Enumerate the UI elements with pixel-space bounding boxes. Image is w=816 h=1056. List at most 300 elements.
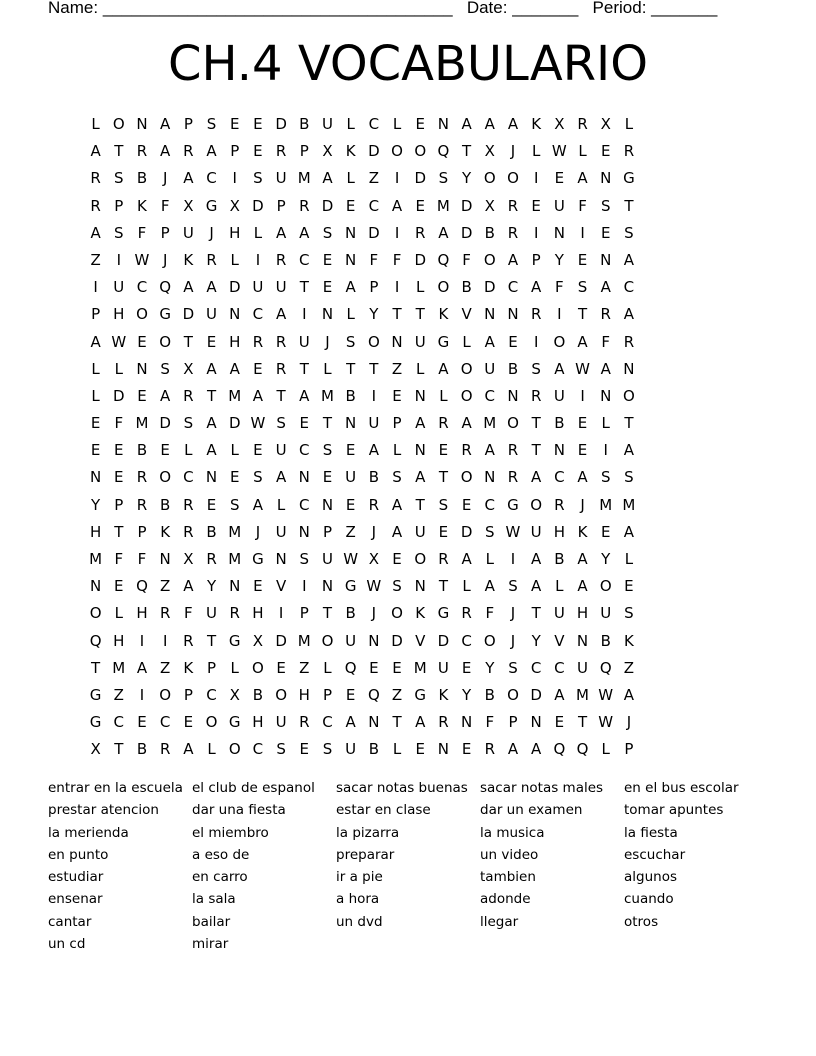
grid-letter[interactable]: U <box>345 740 357 759</box>
grid-letter[interactable]: K <box>577 522 588 541</box>
grid-letter[interactable]: I <box>394 278 400 297</box>
grid-letter[interactable]: F <box>114 550 124 568</box>
grid-letter[interactable]: N <box>345 223 357 242</box>
grid-letter[interactable]: N <box>368 713 380 732</box>
grid-letter[interactable]: B <box>368 740 379 759</box>
grid-letter[interactable]: B <box>554 414 565 433</box>
grid-letter[interactable]: E <box>322 250 333 269</box>
grid-letter[interactable]: N <box>437 740 450 759</box>
grid-letter[interactable]: A <box>275 223 287 242</box>
grid-letter[interactable]: S <box>438 495 449 514</box>
grid-letter[interactable]: D <box>484 278 496 297</box>
grid-letter[interactable]: F <box>114 414 124 433</box>
grid-letter[interactable]: U <box>182 223 194 242</box>
grid-letter[interactable]: C <box>113 713 125 732</box>
grid-letter[interactable]: P <box>322 685 332 704</box>
grid-letter[interactable]: O <box>321 631 334 650</box>
grid-letter[interactable]: W <box>551 142 567 161</box>
grid-letter[interactable]: T <box>114 522 124 541</box>
grid-letter[interactable]: Y <box>462 169 472 188</box>
grid-letter[interactable]: E <box>438 441 449 460</box>
grid-letter[interactable]: P <box>207 658 217 677</box>
grid-letter[interactable]: R <box>136 142 148 161</box>
grid-letter[interactable]: U <box>437 658 449 677</box>
grid-letter[interactable]: T <box>462 142 472 161</box>
grid-letter[interactable]: Q <box>437 142 450 161</box>
grid-letter[interactable]: U <box>275 441 287 460</box>
grid-letter[interactable]: I <box>510 550 516 568</box>
grid-letter[interactable]: N <box>576 631 589 650</box>
grid-letter[interactable]: A <box>484 332 495 351</box>
grid-letter[interactable]: R <box>252 332 264 351</box>
grid-letter[interactable]: O <box>483 631 496 650</box>
grid-letter[interactable]: R <box>159 740 171 759</box>
grid-letter[interactable]: E <box>253 142 263 161</box>
grid-letter[interactable]: R <box>275 359 287 378</box>
grid-letter[interactable]: A <box>415 468 426 487</box>
grid-letter[interactable]: E <box>369 658 379 677</box>
grid-letter[interactable]: D <box>182 305 195 324</box>
grid-letter[interactable]: A <box>391 196 403 215</box>
grid-letter[interactable]: E <box>577 250 588 269</box>
grid-letter[interactable]: F <box>137 550 147 568</box>
grid-letter[interactable]: V <box>415 631 426 650</box>
grid-letter[interactable]: D <box>437 631 450 650</box>
grid-letter[interactable]: P <box>230 142 240 161</box>
grid-letter[interactable]: A <box>229 359 240 378</box>
grid-letter[interactable]: T <box>322 604 333 623</box>
grid-letter[interactable]: S <box>160 359 170 378</box>
grid-letter[interactable]: R <box>554 495 565 514</box>
grid-letter[interactable]: O <box>159 332 172 351</box>
grid-letter[interactable]: H <box>113 305 125 324</box>
grid-letter[interactable]: N <box>484 305 496 324</box>
grid-letter[interactable]: T <box>299 278 309 297</box>
grid-letter[interactable]: D <box>530 685 542 704</box>
grid-letter[interactable]: M <box>576 685 589 704</box>
grid-letter[interactable]: S <box>392 468 402 487</box>
grid-letter[interactable]: E <box>137 713 147 732</box>
grid-letter[interactable]: I <box>278 604 284 623</box>
grid-letter[interactable]: L <box>392 740 402 759</box>
grid-letter[interactable]: X <box>183 550 194 568</box>
grid-letter[interactable]: U <box>298 332 310 351</box>
grid-letter[interactable]: I <box>302 577 307 596</box>
grid-letter[interactable]: N <box>89 468 102 487</box>
grid-letter[interactable]: Q <box>159 278 172 297</box>
grid-letter[interactable]: E <box>415 740 425 759</box>
grid-letter[interactable]: N <box>136 359 148 378</box>
grid-letter[interactable]: B <box>554 550 565 568</box>
grid-letter[interactable]: B <box>252 685 264 704</box>
grid-letter[interactable]: T <box>624 414 634 433</box>
grid-letter[interactable]: W <box>366 577 382 596</box>
grid-letter[interactable]: F <box>392 250 402 269</box>
grid-letter[interactable]: A <box>600 278 611 297</box>
grid-letter[interactable]: R <box>507 441 519 460</box>
grid-letter[interactable]: R <box>159 604 171 623</box>
grid-letter[interactable]: L <box>323 658 332 677</box>
grid-letter[interactable]: Y <box>554 250 564 269</box>
grid-letter[interactable]: D <box>460 223 473 242</box>
grid-letter[interactable]: T <box>438 468 448 487</box>
grid-letter[interactable]: A <box>391 522 403 541</box>
grid-letter[interactable]: A <box>160 386 171 405</box>
grid-letter[interactable]: P <box>114 196 124 215</box>
grid-letter[interactable]: O <box>414 550 427 568</box>
grid-letter[interactable]: B <box>136 169 148 188</box>
grid-letter[interactable]: J <box>580 495 585 514</box>
grid-letter[interactable]: J <box>162 169 168 188</box>
grid-letter[interactable]: N <box>507 305 519 324</box>
grid-letter[interactable]: F <box>137 223 147 242</box>
grid-letter[interactable]: C <box>554 658 565 677</box>
grid-letter[interactable]: R <box>415 223 426 242</box>
grid-letter[interactable]: L <box>230 658 239 677</box>
grid-letter[interactable]: I <box>93 278 98 297</box>
grid-letter[interactable]: A <box>206 142 217 161</box>
grid-letter[interactable]: A <box>206 359 217 378</box>
grid-letter[interactable]: K <box>438 305 449 324</box>
grid-letter[interactable]: W <box>343 550 359 568</box>
grid-letter[interactable]: E <box>253 359 263 378</box>
grid-letter[interactable]: E <box>438 522 449 541</box>
grid-letter[interactable]: B <box>160 495 171 514</box>
grid-letter[interactable]: R <box>461 604 472 623</box>
grid-letter[interactable]: L <box>91 359 100 378</box>
date-blank[interactable]: _______ <box>512 0 579 17</box>
grid-letter[interactable]: C <box>206 685 217 704</box>
grid-letter[interactable]: E <box>415 196 425 215</box>
grid-letter[interactable]: S <box>253 169 263 188</box>
grid-letter[interactable]: E <box>461 495 472 514</box>
grid-letter[interactable]: S <box>577 278 588 297</box>
grid-letter[interactable]: G <box>228 713 241 732</box>
grid-letter[interactable]: Q <box>553 740 566 759</box>
grid-letter[interactable]: Z <box>368 169 379 188</box>
grid-letter[interactable]: A <box>206 441 217 460</box>
grid-letter[interactable]: I <box>603 441 608 460</box>
grid-letter[interactable]: Z <box>623 658 635 677</box>
grid-letter[interactable]: U <box>275 278 287 297</box>
grid-letter[interactable]: O <box>275 685 287 704</box>
grid-letter[interactable]: O <box>437 278 450 297</box>
grid-letter[interactable]: L <box>346 115 355 133</box>
grid-letter[interactable]: L <box>439 386 448 405</box>
grid-letter[interactable]: R <box>229 604 240 623</box>
grid-letter[interactable]: W <box>598 713 614 732</box>
grid-letter[interactable]: I <box>162 631 168 650</box>
grid-letter[interactable]: R <box>438 713 449 732</box>
grid-letter[interactable]: A <box>206 278 217 297</box>
grid-letter[interactable]: R <box>507 223 519 242</box>
grid-letter[interactable]: A <box>623 250 635 269</box>
grid-letter[interactable]: N <box>391 332 403 351</box>
grid-letter[interactable]: I <box>557 305 562 324</box>
grid-letter[interactable]: A <box>531 550 542 568</box>
grid-letter[interactable]: I <box>394 223 400 242</box>
grid-letter[interactable]: L <box>114 604 123 623</box>
grid-letter[interactable]: H <box>553 522 565 541</box>
grid-letter[interactable]: E <box>276 658 286 677</box>
grid-letter[interactable]: P <box>369 278 379 297</box>
grid-letter[interactable]: S <box>508 577 518 596</box>
grid-letter[interactable]: M <box>483 414 497 433</box>
grid-letter[interactable]: A <box>90 223 101 242</box>
grid-letter[interactable]: S <box>322 223 333 242</box>
grid-letter[interactable]: M <box>622 495 636 514</box>
grid-letter[interactable]: E <box>299 740 310 759</box>
grid-letter[interactable]: C <box>530 658 542 677</box>
grid-letter[interactable]: S <box>508 658 518 677</box>
grid-letter[interactable]: R <box>183 631 194 650</box>
grid-letter[interactable]: R <box>275 142 287 161</box>
grid-letter[interactable]: N <box>298 522 310 541</box>
grid-letter[interactable]: B <box>600 631 611 650</box>
grid-letter[interactable]: B <box>484 685 495 704</box>
grid-letter[interactable]: D <box>159 414 171 433</box>
grid-letter[interactable]: M <box>228 386 242 405</box>
grid-letter[interactable]: M <box>320 386 334 405</box>
grid-letter[interactable]: F <box>601 332 611 351</box>
grid-letter[interactable]: G <box>228 631 241 650</box>
grid-letter[interactable]: Y <box>485 658 495 677</box>
grid-letter[interactable]: N <box>321 577 334 596</box>
name-blank[interactable]: _____________________________________ <box>102 0 453 17</box>
grid-letter[interactable]: D <box>460 522 473 541</box>
grid-letter[interactable]: S <box>206 115 217 133</box>
grid-letter[interactable]: L <box>276 495 286 514</box>
grid-letter[interactable]: L <box>346 305 355 324</box>
grid-letter[interactable]: N <box>321 305 334 324</box>
grid-letter[interactable]: H <box>298 685 310 704</box>
grid-letter[interactable]: B <box>299 115 310 133</box>
grid-letter[interactable]: Q <box>437 250 450 269</box>
grid-letter[interactable]: C <box>507 278 519 297</box>
grid-letter[interactable]: A <box>183 169 194 188</box>
grid-letter[interactable]: C <box>299 250 310 269</box>
grid-letter[interactable]: T <box>531 414 541 433</box>
grid-letter[interactable]: V <box>275 577 287 596</box>
grid-letter[interactable]: L <box>624 115 634 133</box>
grid-letter[interactable]: O <box>136 305 148 324</box>
grid-letter[interactable]: O <box>507 169 519 188</box>
grid-letter[interactable]: G <box>89 685 102 704</box>
grid-letter[interactable]: R <box>275 250 287 269</box>
grid-letter[interactable]: X <box>368 550 379 568</box>
grid-letter[interactable]: N <box>553 441 565 460</box>
grid-letter[interactable]: P <box>299 604 309 623</box>
grid-letter[interactable]: L <box>624 550 634 568</box>
grid-letter[interactable]: N <box>275 550 287 568</box>
grid-letter[interactable]: N <box>89 577 102 596</box>
grid-letter[interactable]: T <box>183 332 193 351</box>
grid-letter[interactable]: M <box>436 196 450 215</box>
grid-letter[interactable]: E <box>206 495 217 514</box>
grid-letter[interactable]: U <box>553 604 565 623</box>
grid-letter[interactable]: T <box>531 604 541 623</box>
grid-letter[interactable]: E <box>392 658 402 677</box>
grid-letter[interactable]: C <box>554 468 565 487</box>
grid-letter[interactable]: J <box>371 604 377 623</box>
grid-letter[interactable]: K <box>438 685 449 704</box>
grid-letter[interactable]: B <box>484 223 495 242</box>
grid-letter[interactable]: M <box>599 495 613 514</box>
grid-letter[interactable]: A <box>484 441 495 460</box>
grid-letter[interactable]: X <box>554 115 565 133</box>
grid-letter[interactable]: R <box>90 196 101 215</box>
grid-letter[interactable]: L <box>462 332 471 351</box>
grid-letter[interactable]: B <box>136 441 148 460</box>
grid-letter[interactable]: Y <box>601 550 611 568</box>
grid-letter[interactable]: C <box>368 115 380 133</box>
grid-letter[interactable]: K <box>160 522 171 541</box>
grid-letter[interactable]: A <box>275 468 287 487</box>
grid-letter[interactable]: T <box>577 305 588 324</box>
grid-letter[interactable]: O <box>159 685 172 704</box>
grid-letter[interactable]: R <box>530 386 542 405</box>
grid-letter[interactable]: A <box>299 386 310 405</box>
grid-letter[interactable]: B <box>345 604 356 623</box>
grid-letter[interactable]: U <box>414 522 426 541</box>
grid-letter[interactable]: W <box>134 250 150 269</box>
grid-letter[interactable]: T <box>346 359 356 378</box>
grid-letter[interactable]: E <box>229 468 240 487</box>
grid-letter[interactable]: E <box>114 441 124 460</box>
grid-letter[interactable]: X <box>183 359 194 378</box>
grid-letter[interactable]: T <box>114 740 124 759</box>
grid-letter[interactable]: S <box>600 468 611 487</box>
grid-letter[interactable]: B <box>368 468 379 487</box>
grid-letter[interactable]: U <box>553 386 565 405</box>
grid-letter[interactable]: R <box>484 740 495 759</box>
grid-letter[interactable]: C <box>368 196 380 215</box>
grid-letter[interactable]: A <box>531 278 542 297</box>
grid-letter[interactable]: E <box>322 468 333 487</box>
grid-letter[interactable]: R <box>299 713 310 732</box>
grid-letter[interactable]: G <box>437 604 450 623</box>
grid-letter[interactable]: K <box>345 142 356 161</box>
grid-letter[interactable]: C <box>484 386 496 405</box>
grid-letter[interactable]: T <box>415 305 425 324</box>
grid-letter[interactable]: A <box>623 305 635 324</box>
grid-letter[interactable]: A <box>299 223 310 242</box>
grid-letter[interactable]: E <box>554 169 565 188</box>
grid-letter[interactable]: L <box>253 223 263 242</box>
grid-letter[interactable]: N <box>507 386 519 405</box>
grid-letter[interactable]: R <box>507 196 519 215</box>
grid-letter[interactable]: A <box>183 278 194 297</box>
grid-letter[interactable]: A <box>415 713 426 732</box>
grid-letter[interactable]: E <box>345 495 356 514</box>
grid-letter[interactable]: D <box>228 278 241 297</box>
grid-letter[interactable]: M <box>112 658 126 677</box>
grid-letter[interactable]: F <box>462 250 471 269</box>
grid-letter[interactable]: D <box>275 115 287 133</box>
grid-letter[interactable]: T <box>392 305 402 324</box>
grid-letter[interactable]: U <box>577 658 589 677</box>
grid-letter[interactable]: N <box>460 713 473 732</box>
grid-letter[interactable]: A <box>438 359 449 378</box>
grid-letter[interactable]: O <box>391 142 403 161</box>
grid-letter[interactable]: A <box>252 495 264 514</box>
grid-letter[interactable]: O <box>530 495 543 514</box>
grid-letter[interactable]: E <box>415 115 425 133</box>
grid-letter[interactable]: D <box>368 142 380 161</box>
grid-letter[interactable]: S <box>183 414 194 433</box>
grid-letter[interactable]: O <box>507 685 519 704</box>
grid-letter[interactable]: E <box>114 577 124 596</box>
grid-letter[interactable]: C <box>484 495 496 514</box>
grid-letter[interactable]: D <box>113 386 125 405</box>
grid-letter[interactable]: U <box>553 196 565 215</box>
grid-letter[interactable]: L <box>346 169 355 188</box>
grid-letter[interactable]: U <box>345 631 357 650</box>
grid-letter[interactable]: Z <box>160 658 171 677</box>
grid-letter[interactable]: H <box>136 604 148 623</box>
grid-letter[interactable]: S <box>299 550 310 568</box>
grid-letter[interactable]: S <box>485 522 495 541</box>
grid-letter[interactable]: N <box>600 169 612 188</box>
grid-letter[interactable]: R <box>183 386 194 405</box>
grid-letter[interactable]: C <box>136 278 148 297</box>
grid-letter[interactable]: U <box>414 332 426 351</box>
grid-letter[interactable]: A <box>554 359 565 378</box>
grid-letter[interactable]: A <box>623 685 635 704</box>
grid-letter[interactable]: T <box>392 713 402 732</box>
grid-letter[interactable]: A <box>600 359 611 378</box>
grid-letter[interactable]: L <box>91 386 100 405</box>
grid-letter[interactable]: O <box>414 142 427 161</box>
grid-letter[interactable]: R <box>136 495 148 514</box>
grid-letter[interactable]: P <box>160 223 170 242</box>
grid-letter[interactable]: E <box>392 550 402 568</box>
grid-letter[interactable]: R <box>368 495 380 514</box>
grid-letter[interactable]: H <box>252 604 264 623</box>
grid-letter[interactable]: J <box>162 250 168 269</box>
grid-letter[interactable]: N <box>414 441 426 460</box>
grid-letter[interactable]: X <box>90 740 101 759</box>
grid-letter[interactable]: A <box>391 495 403 514</box>
grid-letter[interactable]: L <box>392 115 402 133</box>
grid-letter[interactable]: S <box>531 359 541 378</box>
grid-letter[interactable]: E <box>183 713 194 732</box>
grid-letter[interactable]: G <box>205 196 218 215</box>
grid-letter[interactable]: E <box>600 142 611 161</box>
grid-letter[interactable]: P <box>91 305 101 324</box>
grid-letter[interactable]: N <box>368 631 380 650</box>
grid-letter[interactable]: O <box>391 604 403 623</box>
grid-letter[interactable]: J <box>510 631 516 650</box>
grid-letter[interactable]: C <box>299 495 310 514</box>
grid-letter[interactable]: N <box>600 250 612 269</box>
grid-letter[interactable]: E <box>554 713 565 732</box>
grid-letter[interactable]: P <box>508 713 518 732</box>
grid-letter[interactable]: L <box>392 441 402 460</box>
grid-letter[interactable]: J <box>255 522 261 541</box>
grid-letter[interactable]: N <box>414 577 426 596</box>
grid-letter[interactable]: R <box>623 332 635 351</box>
grid-letter[interactable]: B <box>345 386 356 405</box>
grid-letter[interactable]: Z <box>299 658 310 677</box>
grid-letter[interactable]: N <box>321 495 334 514</box>
grid-letter[interactable]: A <box>90 142 101 161</box>
grid-letter[interactable]: T <box>624 196 634 215</box>
grid-letter[interactable]: T <box>577 713 588 732</box>
grid-letter[interactable]: T <box>438 577 448 596</box>
grid-letter[interactable]: S <box>322 740 333 759</box>
grid-letter[interactable]: Y <box>462 685 472 704</box>
